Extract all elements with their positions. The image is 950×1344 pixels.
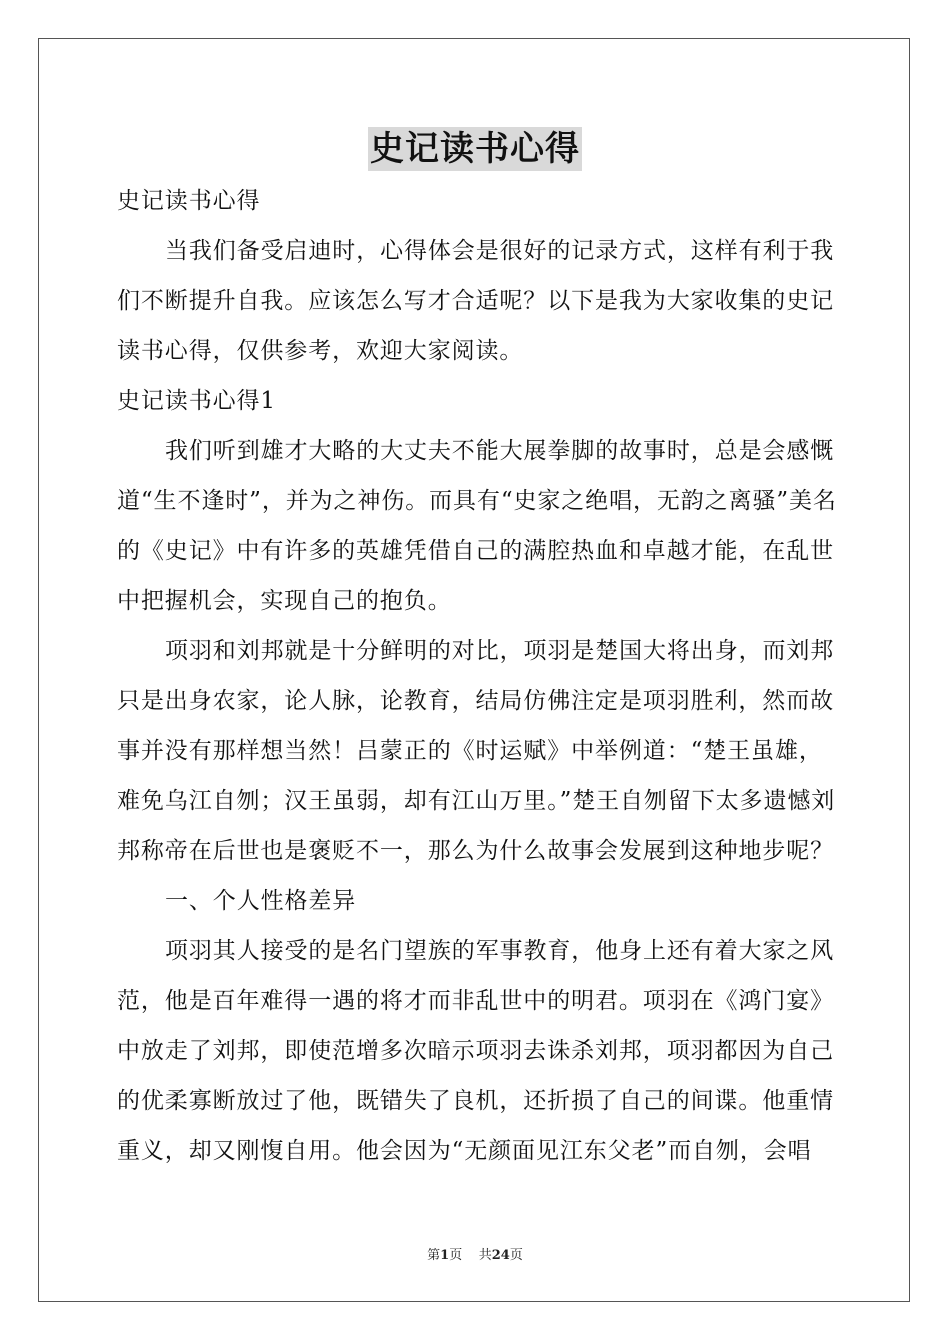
sub-heading: 一、个人性格差异 <box>165 888 357 914</box>
paragraph-3: 项羽其人接受的是名门望族的军事教育，他身上还有着大家之风范，他是百年难得一遇的将才而非乱世中的明君。项羽在《鸿门宴》中放走了刘邦，即使范增多次暗示项羽去诛杀刘邦，项羽都因为自己的优柔寡断放过了他，既错失了良机，还折损了自己的间谍。他重情重义，却又刚愎自用。他会因为“无颜面见江东父老”而自刎，会唱 <box>117 938 835 1164</box>
title-container <box>0 127 950 171</box>
footer-mid: 页 共 <box>449 1248 492 1263</box>
document-body <box>117 176 837 1176</box>
footer-prefix: 第 <box>427 1248 441 1263</box>
subtitle: 史记读书心得 <box>117 188 261 214</box>
document-title: 史记读书心得 <box>370 129 580 169</box>
paragraph-2: 项羽和刘邦就是十分鲜明的对比，项羽是楚国大将出身，而刘邦只是出身农家，论人脉，论教育，结局仿佛注定是项羽胜利，然而故事并没有那样想当然！吕蒙正的《时运赋》中举例道：“楚王虽雄，难免乌江自刎；汉王虽弱，却有江山万里。”楚王自刎留下太多遗憾刘邦称帝在后世也是褒贬不一，那么为什么故事会发展到这种地步呢？ <box>117 638 836 864</box>
page-footer <box>0 1244 950 1263</box>
footer-suffix: 页 <box>509 1248 523 1263</box>
total-pages: 24 <box>491 1248 510 1263</box>
intro-paragraph: 当我们备受启迪时，心得体会是很好的记录方式，这样有利于我们不断提升自我。应该怎么写才合适呢？以下是我为大家收集的史记读书心得，仅供参考，欢迎大家阅读。 <box>117 238 835 364</box>
section-heading: 史记读书心得1 <box>117 388 276 414</box>
paragraph-1: 我们听到雄才大略的大丈夫不能大展拳脚的故事时，总是会感慨道“生不逢时”，并为之神伤。而具有“史家之绝唱，无韵之离骚”美名的《史记》中有许多的英雄凭借自己的满腔热血和卓越才能，在乱世中把握机会，实现自己的抱负。 <box>117 438 837 614</box>
page-number: 1 <box>440 1248 450 1263</box>
